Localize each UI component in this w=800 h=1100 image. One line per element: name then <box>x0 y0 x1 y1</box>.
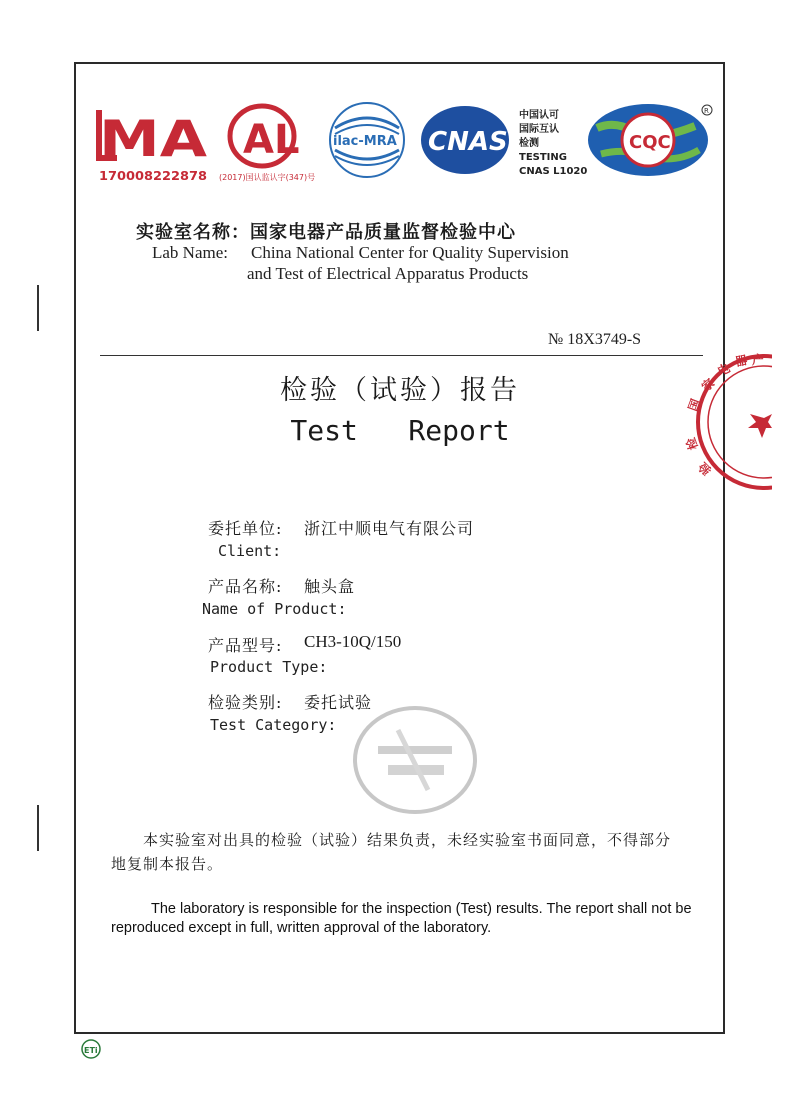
report-number: № 18X3749-S <box>548 331 642 348</box>
svg-text:检: 检 <box>683 435 701 452</box>
svg-text:R: R <box>704 107 709 115</box>
lab-name-en-line2: and Test of Electrical Apparatus Products <box>247 264 529 283</box>
disclaimer-en: The laboratory is responsible for the inspection (Test) results. The report shall not be reproduced except in full, written approval of the laboratory. <box>111 901 692 936</box>
cma-logo <box>99 110 207 183</box>
product-name-value: 触头盒 <box>304 577 356 596</box>
lab-name-en-value-1: China National Center for Quality Supervision <box>251 243 569 262</box>
client-label-en: Client: <box>218 542 282 560</box>
svg-text:器: 器 <box>734 353 749 369</box>
svg-text:CQC: CQC <box>629 132 671 153</box>
lab-name-cn: 实验室名称：国家电器产品质量监督检验中心 <box>136 222 516 243</box>
svg-text:CNAS: CNAS <box>428 127 508 157</box>
lab-name-label-en: Lab Name: <box>152 243 228 262</box>
svg-text:产: 产 <box>752 353 765 367</box>
margin-mark-bottom <box>37 805 39 851</box>
svg-text:CNAS L1020: CNAS L1020 <box>519 166 588 177</box>
svg-text:验: 验 <box>695 459 715 478</box>
ilac-mra-logo <box>330 103 404 177</box>
cal-logo-caption: (2017)国认监认字(347)号 <box>219 173 316 182</box>
test-category-label-en: Test Category: <box>210 716 337 734</box>
svg-text:家: 家 <box>698 375 718 395</box>
svg-text:MA: MA <box>99 110 208 168</box>
svg-text:AL: AL <box>243 117 300 163</box>
document-frame <box>74 62 725 1034</box>
cma-logo-number: 170008222878 <box>99 169 207 183</box>
margin-mark-top <box>37 285 39 331</box>
svg-text:国际互认: 国际互认 <box>519 124 559 135</box>
product-type-label-en: Product Type: <box>210 658 328 676</box>
client-label-cn: 委托单位: <box>208 519 283 538</box>
disclaimer-cn: 本实验室对出具的检验（试验）结果负责，未经实验室书面同意，不得部分地复制本报告。 <box>111 831 672 873</box>
svg-text:国: 国 <box>685 396 703 414</box>
svg-text:检测: 检测 <box>519 138 539 149</box>
svg-text:中国认可: 中国认可 <box>519 110 559 121</box>
official-seal <box>682 352 772 492</box>
svg-text:ETi: ETi <box>84 1046 98 1055</box>
client-value: 浙江中顺电气有限公司 <box>304 519 475 538</box>
product-type-label-cn: 产品型号: <box>208 636 283 655</box>
cal-logo <box>219 106 315 182</box>
test-category-value: 委托试验 <box>304 693 373 712</box>
svg-text:TESTING: TESTING <box>519 152 567 163</box>
header-divider <box>100 355 703 356</box>
product-name-label-cn: 产品名称: <box>208 577 283 596</box>
inspection-seal-faint <box>348 700 482 820</box>
cnas-logo <box>421 106 509 174</box>
cqc-logo <box>588 104 712 176</box>
report-title-en: Test Report <box>290 414 510 447</box>
report-title-cn: 检验（试验）报告 <box>280 375 520 406</box>
test-category-label-cn: 检验类别: <box>208 693 283 712</box>
product-type-value: CH3-10Q/150 <box>304 632 402 651</box>
footer-logo <box>80 1038 102 1060</box>
cnas-accreditation-text <box>519 108 587 177</box>
svg-text:ilac-MRA: ilac-MRA <box>333 134 397 149</box>
certification-logos <box>95 98 725 188</box>
svg-text:电: 电 <box>715 360 733 379</box>
lab-name-en-line1 <box>152 243 569 263</box>
product-name-label-en: Name of Product: <box>202 600 347 618</box>
